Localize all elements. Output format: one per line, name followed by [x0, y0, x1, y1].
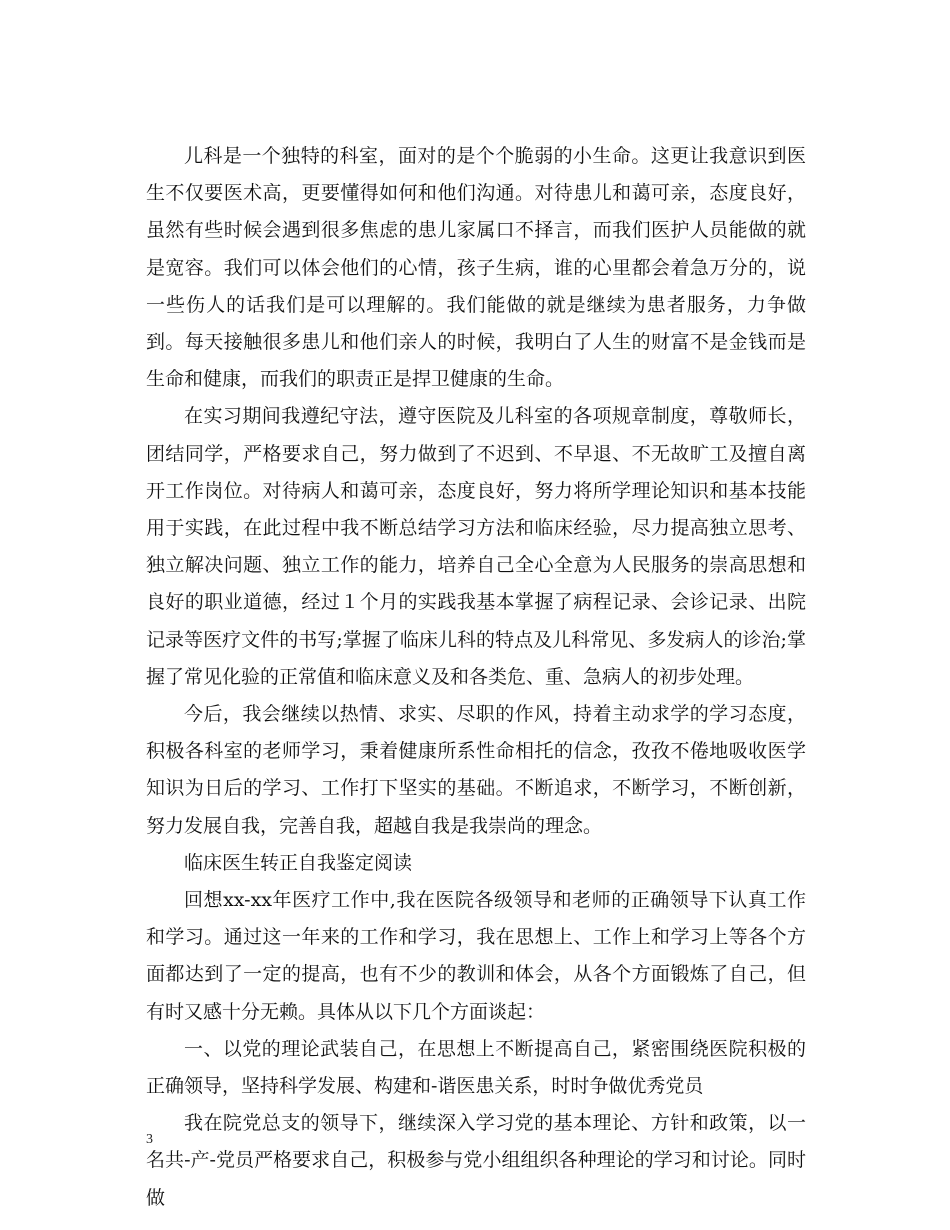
paragraph-point-one: 一、以党的理论武装自己，在思想上不断提高自己，紧密围绕医院积极的正确领导，坚持科学发展、构建和-谐医患关系，时时争做优秀党员: [146, 1037, 806, 1098]
paragraph-party-study: 我在院党总支的领导下，继续深入学习党的基本理论、方针和政策，以一名共-产-党员严格要求自己，积极参与党小组组织各种理论的学习和讨论。同时做: [146, 1112, 806, 1209]
paragraph-future: 今后，我会继续以热情、求实、尽职的作风，持着主动求学的学习态度，积极各科室的老师学习，秉着健康所系性命相托的信念，孜孜不倦地吸收医学知识为日后的学习、工作打下坚实的基础。不断追求，不断学习，不断创新，努力发展自我，完善自我，超越自我是我崇尚的理念。: [146, 703, 806, 837]
paragraph-pediatrics: 儿科是一个独特的科室，面对的是个个脆弱的小生命。这更让我意识到医生不仅要医术高，更要懂得如何和他们沟通。对待患儿和蔼可亲，态度良好，虽然有些时候会遇到很多焦虑的患儿家属口不择言，而我们医护人员能做的就是宽容。我们可以体会他们的心情，孩子生病，谁的心里都会着急万分的，说一些伤人的话我们是可以理解的。我们能做的就是继续为患者服务，力争做到。每天接触很多患儿和他们亲人的时候，我明白了人生的财富不是金钱而是生命和健康，而我们的职责正是捍卫健康的生命。: [146, 145, 806, 391]
paragraph-review: 回想xx-xx年医疗工作中,我在医院各级领导和老师的正确领导下认真工作和学习。通过这一年来的工作和学习，我在思想上、工作上和学习上等各个方面都达到了一定的提高，也有不少的教训和体会，从各个方面锻炼了自己，但有时又感十分无赖。具体从以下几个方面谈起：: [146, 889, 806, 1023]
body-text: [146, 138, 806, 1217]
page-number: 3: [146, 1132, 153, 1147]
paragraph-internship-conduct: 在实习期间我遵纪守法，遵守医院及儿科室的各项规章制度，尊敬师长，团结同学，严格要求自己，努力做到了不迟到、不早退、不无故旷工及擅自离开工作岗位。对待病人和蔼可亲，态度良好，努力将所学理论知识和基本技能用于实践，在此过程中我不断总结学习方法和临床经验，尽力提高独立思考、独立解决问题、独立工作的能力，培养自己全心全意为人民服务的崇高思想和良好的职业道德，经过１个月的实践我基本掌握了病程记录、会诊记录、出院记录等医疗文件的书写;掌握了临床儿科的特点及儿科常见、多发病人的诊治;掌握了常见化验的正常值和临床意义及和各类危、重、急病人的初步处理。: [146, 405, 806, 688]
section-heading: 临床医生转正自我鉴定阅读: [184, 851, 413, 874]
